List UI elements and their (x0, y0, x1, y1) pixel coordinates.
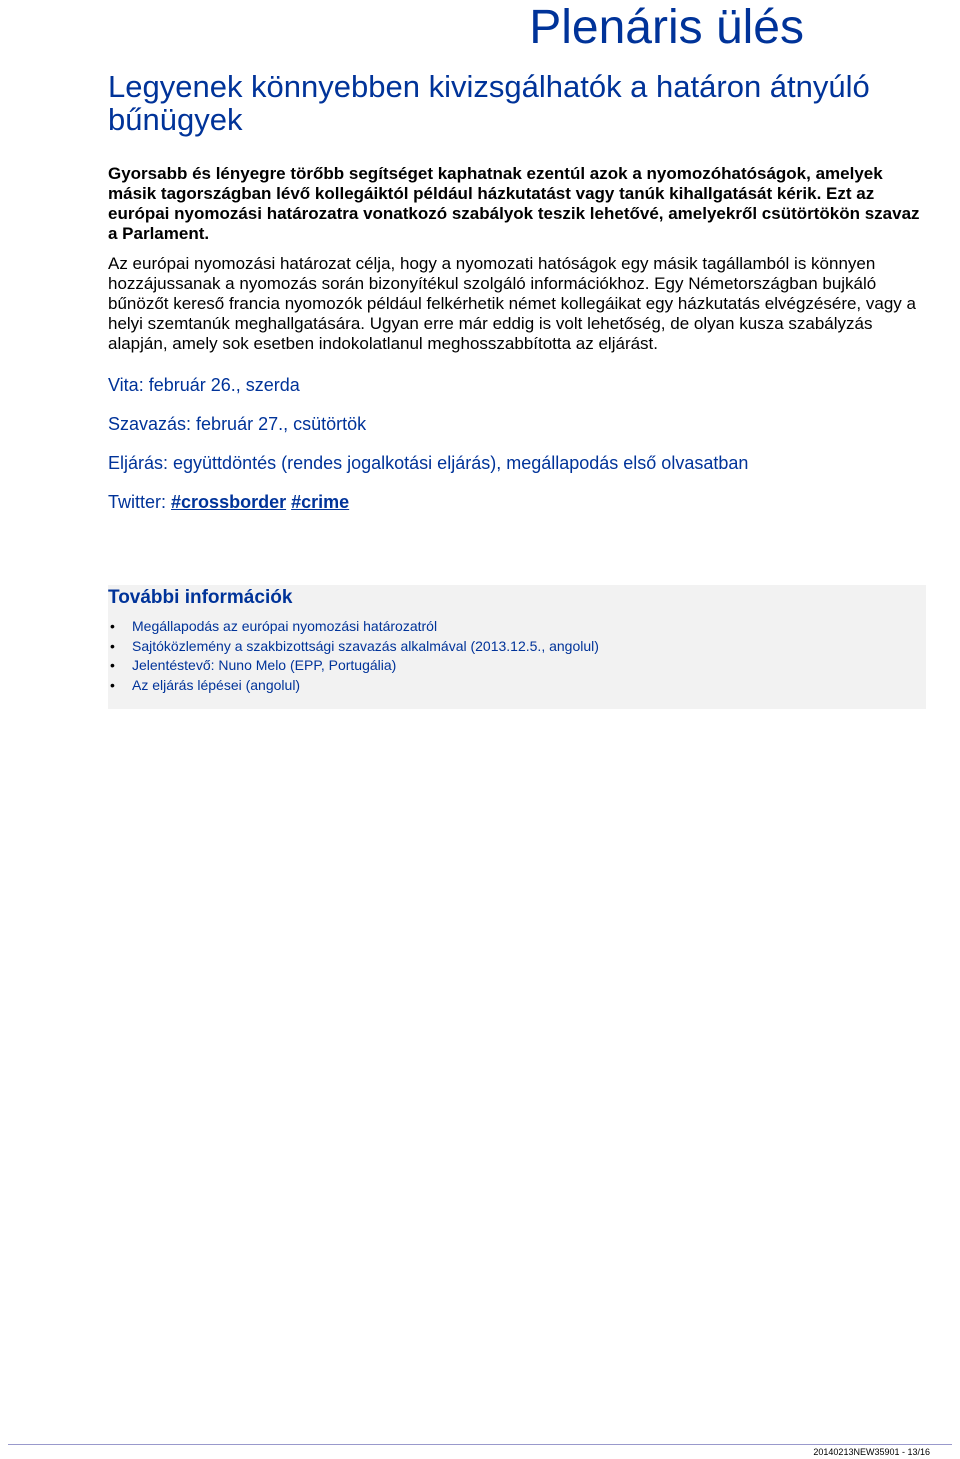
bullet-icon: • (110, 618, 115, 634)
more-info-box (108, 585, 926, 709)
press-release-link[interactable]: Sajtóközlemény a szakbizottsági szavazás alkalmával (2013.12.5., angolul) (132, 637, 599, 654)
twitter-line (108, 491, 928, 513)
bullet-icon: • (110, 637, 115, 654)
article (108, 70, 928, 709)
twitter-label: Twitter: (108, 492, 167, 512)
vote-date: Szavazás: február 27., csütörtök (108, 414, 367, 434)
list-item (108, 656, 926, 676)
more-info-list (108, 617, 926, 695)
article-lead: Gyorsabb és lényegre törőbb segítséget kaphatnak ezentúl azok a nyomozóhatóságok, amelyek másik tagországban lévő kollegáiktól például házkutatást vagy tanúk kihallgatását kérik. Ezt az európai nyomozási határozatra vonatkozó szabályok teszik lehetővé, amelyekről csütörtökön szavaz a Parlament. (108, 164, 920, 243)
procedure-steps-link[interactable]: Az eljárás lépései (angolul) (132, 676, 301, 693)
list-item (108, 637, 926, 657)
agreement-link[interactable]: Megállapodás az európai nyomozási határozatról (132, 618, 438, 634)
page-reference: 20140213NEW35901 - 13/16 (813, 1447, 930, 1457)
list-item (108, 617, 926, 637)
article-body: Az európai nyomozási határozat célja, hogy a nyomozati hatóságok egy másik tagállamból is könnyen hozzájussanak a nyomozás során bizonyítékul szolgáló információkhoz. Egy Németországban bujkáló bűnözőt kereső francia nyomozók például felkérhetik német kollegáikat egy házkutatás elvégzésére, vagy a helyi szemtanúk meghallgatására. Ugyan erre már eddig is volt lehetőség, de olyan kusza szabályzás alapján, amely sok esetben indokolatlanul meghosszabbította az eljárást. (108, 254, 916, 353)
debate-date: Vita: február 26., szerda (108, 375, 300, 395)
hashtag-crossborder-link[interactable]: #crossborder (171, 492, 287, 512)
more-info-heading: További információk (108, 587, 293, 608)
bullet-icon: • (110, 657, 115, 673)
rapporteur-link[interactable]: Jelentéstevő: Nuno Melo (EPP, Portugália) (132, 657, 397, 673)
bullet-icon: • (110, 676, 115, 693)
procedure: Eljárás: együttdöntés (rendes jogalkotási eljárás), megállapodás első olvasatban (108, 453, 749, 473)
article-title: Legyenek könnyebben kivizsgálhatók a határon átnyúló bűnügyek (108, 69, 870, 137)
list-item (108, 676, 926, 696)
hashtag-crime-link[interactable]: #crime (291, 492, 350, 512)
section-label: Plenáris ülés (529, 1, 804, 54)
footer-divider (8, 1444, 952, 1445)
